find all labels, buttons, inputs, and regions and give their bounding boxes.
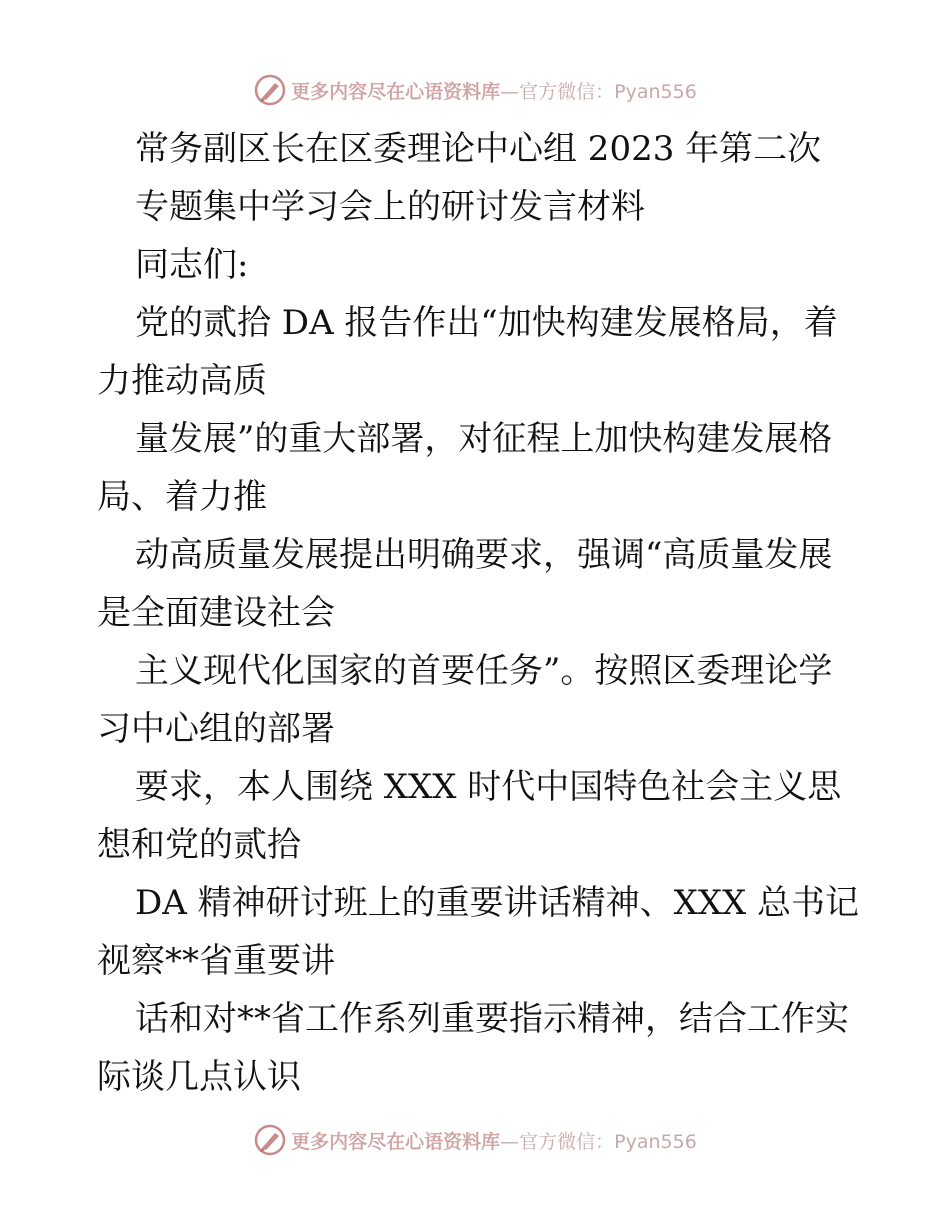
body-line: 局、着力推 <box>97 477 267 517</box>
body-line: 视察**省重要讲 <box>97 941 335 981</box>
body-line: 是全面建设社会 <box>97 593 335 633</box>
body-line: 习中心组的部署 <box>97 709 335 749</box>
document-title-line-1: 常务副区长在区委理论中心组 2023 年第二次 <box>135 129 822 169</box>
body-line: 动高质量发展提出明确要求，强调“高质量发展 <box>135 535 833 575</box>
body-line: 量发展”的重大部署，对征程上加快构建发展格 <box>135 419 833 459</box>
salutation: 同志们: <box>135 245 249 285</box>
header-watermark-banner <box>0 70 950 110</box>
body-line: 际谈几点认识 <box>97 1057 301 1097</box>
body-line: 要求，本人围绕 XXX 时代中国特色社会主义思 <box>135 767 842 807</box>
document-body <box>97 120 860 1106</box>
body-line: DA 精神研讨班上的重要讲话精神、XXX 总书记 <box>135 883 860 923</box>
document-title-line-2: 专题集中学习会上的研讨发言材料 <box>135 187 645 227</box>
body-line: 力推动高质 <box>97 361 267 401</box>
body-line: 想和党的贰拾 <box>97 825 301 865</box>
footer-watermark-banner <box>0 1120 950 1160</box>
watermark-text: 更多内容尽在心语资料库—官方微信：Pyan556 <box>291 1130 697 1153</box>
body-line: 党的贰拾 DA 报告作出“加快构建发展格局，着 <box>135 303 838 343</box>
body-line: 话和对**省工作系列重要指示精神，结合工作实 <box>135 999 849 1039</box>
body-line: 主义现代化国家的首要任务”。按照区委理论学 <box>135 651 833 691</box>
pen-logo-icon <box>253 73 287 107</box>
watermark-text: 更多内容尽在心语资料库—官方微信：Pyan556 <box>291 80 697 103</box>
pen-logo-icon <box>253 1123 287 1157</box>
